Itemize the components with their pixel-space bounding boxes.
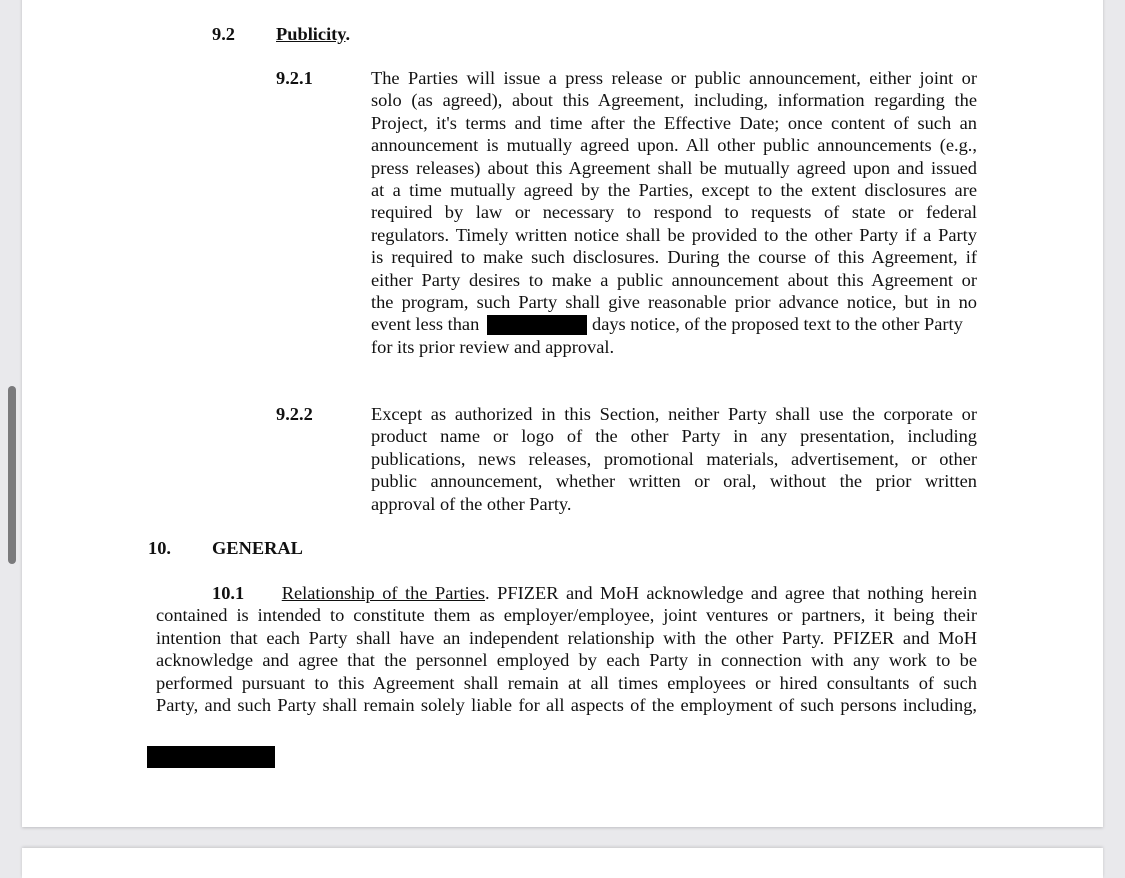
paragraph-first-line	[156, 582, 977, 604]
section-10-1-number: 10.1	[212, 583, 245, 603]
paragraph-line: regulators. Timely written notice shall be provided to the other Party if a Party	[371, 224, 977, 245]
section-10-title: GENERAL	[212, 538, 303, 558]
paragraph-line: performed pursuant to this Agreement shall remain at all times employees or hired consultants of such	[156, 672, 977, 693]
footer-redaction-bar	[147, 746, 275, 768]
paragraph-line: contained is intended to constitute them as employer/employee, joint ventures or partners, it being their	[156, 605, 977, 626]
section-9-2-title: Publicity	[276, 24, 346, 44]
line-text-before-redaction: event less than	[371, 314, 480, 335]
section-9-2-2-body	[371, 403, 977, 515]
section-10-1-body	[156, 582, 977, 716]
line-text-after-redaction: days notice, of the proposed text to the other Party	[592, 314, 963, 335]
redaction-bar	[487, 315, 587, 335]
paragraph-line: product name or logo of the other Party in any presentation, including	[371, 426, 977, 447]
paragraph-line: either Party desires to make a public announcement about this Agreement or	[371, 269, 977, 290]
paragraph-line: is required to make such disclosures. During the course of this Agreement, if	[371, 247, 977, 268]
section-9-2-number: 9.2	[212, 24, 235, 44]
paragraph-line: at a time mutually agreed by the Parties, except to the extent disclosures are	[371, 179, 977, 200]
paragraph-line: Party, and such Party shall remain solely liable for all aspects of the employment of such persons including,	[156, 694, 977, 715]
paragraph-line: acknowledge and agree that the personnel employed by each Party in connection with any work to be	[156, 650, 977, 671]
paragraph-line: The Parties will issue a press release or public announcement, either joint or	[371, 68, 977, 88]
paragraph-line: required by law or necessary to respond to requests of state or federal	[371, 202, 977, 223]
paragraph-line: the program, such Party shall give reasonable prior advance notice, but in no	[371, 291, 977, 312]
section-9-2-2-number: 9.2.2	[276, 404, 313, 424]
paragraph-line: intention that each Party shall have an independent relationship with the other Party. PFIZER and MoH	[156, 627, 977, 648]
paragraph-line: Except as authorized in this Section, neither Party shall use the corporate or	[371, 404, 977, 424]
scrollbar-thumb[interactable]	[8, 386, 16, 564]
paragraph-line: approval of the other Party.	[371, 493, 572, 514]
next-page	[22, 848, 1103, 878]
section-10-1-first-line-text: . PFIZER and MoH acknowledge and agree that nothing herein	[485, 583, 977, 603]
section-9-2-title-period: .	[345, 24, 351, 44]
paragraph-line: for its prior review and approval.	[371, 336, 615, 357]
section-9-2-1-number: 9.2.1	[276, 68, 313, 88]
paragraph-line: Project, it's terms and time after the Effective Date; once content of such an	[371, 112, 977, 133]
section-10-1-title: Relationship of the Parties	[281, 583, 486, 603]
section-9-2-heading	[276, 23, 350, 45]
document-page	[22, 0, 1103, 827]
paragraph-line: solo (as agreed), about this Agreement, including, information regarding the	[371, 90, 977, 111]
paragraph-line: publications, news releases, promotional materials, advertisement, or other	[371, 448, 977, 469]
section-10-number: 10.	[148, 538, 171, 558]
section-9-2-1-body	[371, 67, 977, 358]
paragraph-line	[371, 313, 977, 335]
paragraph-line: public announcement, whether written or oral, without the prior written	[371, 471, 977, 492]
paragraph-line: announcement is mutually agreed upon. All other public announcements (e.g.,	[371, 135, 977, 156]
paragraph-line: press releases) about this Agreement shall be mutually agreed upon and issued	[371, 157, 977, 178]
